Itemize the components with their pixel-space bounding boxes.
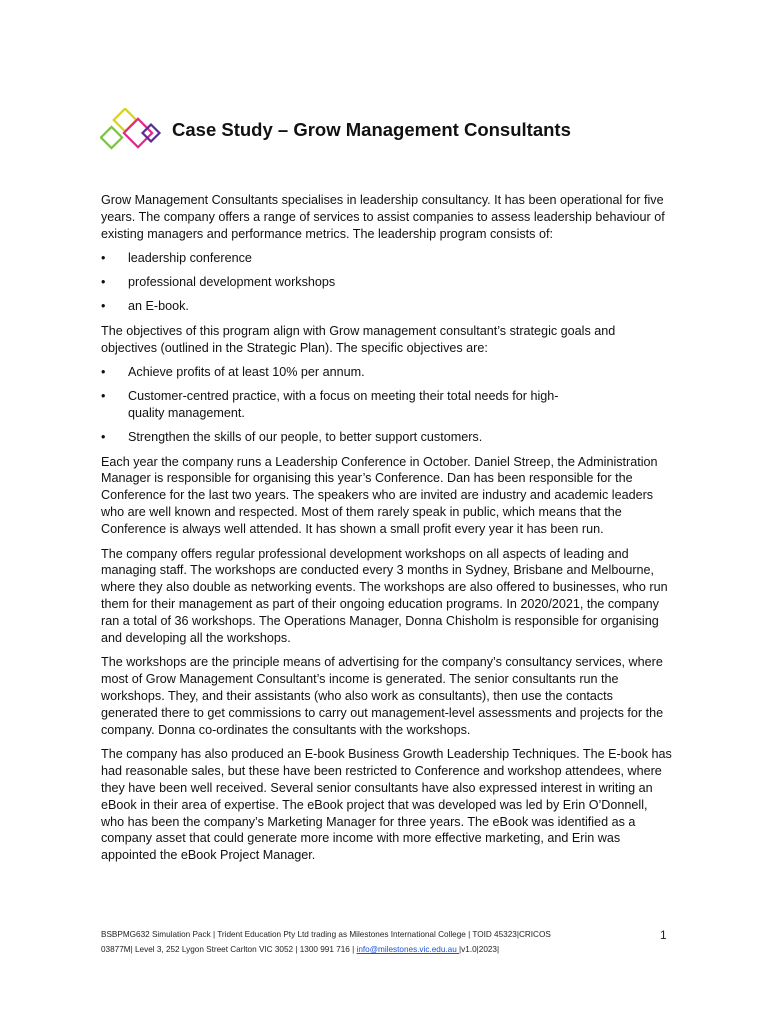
objectives-list: [101, 364, 673, 445]
list-item: • Customer-centred practice, with a focus on meeting their total needs for high-quality management.: [101, 389, 559, 420]
logo-square-yellow: [114, 109, 137, 132]
list-item: • an E-book.: [101, 298, 189, 313]
footer-line-2: 03877M| Level 3, 252 Lygon Street Carlton VIC 3052 | 1300 991 716 | info@milestones.vic.edu.au |v1.0|2023|: [101, 945, 500, 954]
logo-square-green: [101, 127, 122, 148]
footer-email-link[interactable]: info@milestones.vic.edu.au: [356, 945, 460, 954]
program-list: [101, 250, 673, 314]
diamond-squares-logo-icon: [100, 108, 164, 156]
list-item: • professional development workshops: [101, 275, 336, 290]
page-title: Case Study – Grow Management Consultants: [172, 119, 571, 140]
conference-paragraph: Each year the company runs a Leadership Conference in October. Daniel Streep, the Administration Manager is responsible for organising this year’s Conference. Dan has been responsible for the Conference for the last two years. The speakers who are invited are industry and academic leaders who are well known and respected. Most of them rarely speak in public, which means that the Conference is always well attended. It has shown a small profit every year it has been run.: [101, 454, 658, 536]
footer-line-1: BSBPMG632 Simulation Pack | Trident Education Pty Ltd trading as Milestones International College | TOID 45323|CRICOS: [101, 930, 551, 939]
bullet-icon: •: [101, 275, 106, 290]
bullet-icon: •: [101, 429, 106, 444]
advertising-paragraph: The workshops are the principle means of advertising for the company’s consultancy services, where most of Grow Management Consultant’s income is generated. The senior consultants run the workshops. They, and their assistants (who also work as consultants), then use the contacts generated there to get commissions to carry out management-level assessments and projects for the company. Donna co-ordinates the consultants with the workshops.: [101, 655, 664, 737]
list-item: • leadership conference: [101, 251, 252, 266]
bullet-icon: •: [101, 365, 106, 380]
bullet-icon: •: [101, 298, 106, 313]
list-item: • Strengthen the skills of our people, to better support customers.: [101, 429, 483, 444]
list-item: • Achieve profits of at least 10% per annum.: [101, 365, 365, 380]
bullet-icon: •: [101, 251, 106, 266]
ebook-paragraph: The company has also produced an E-book Business Growth Leadership Techniques. The E-book has had reasonable sales, but these have been restricted to Conference and workshop attendees, where they have been well received. Several senior consultants have also expressed interest in writing an eBook in their area of expertise. The eBook project that was developed was led by Erin O’Donnell, who has been the company’s Marketing Manager for three years. The eBook was identified as a company asset that could generate more income with more effective marketing, and Erin was appointed the eBook Project Manager.: [101, 747, 672, 863]
page-number: 1: [660, 928, 667, 942]
bullet-icon: •: [101, 389, 106, 404]
logo-square-magenta: [124, 119, 152, 147]
objectives-intro-paragraph: The objectives of this program align with Grow management consultant’s strategic goals and objectives (outlined in the Strategic Plan). The specific objectives are:: [101, 323, 616, 355]
page-footer: [101, 927, 621, 957]
intro-paragraph: Grow Management Consultants specialises in leadership consultancy. It has been operational for five years. The company offers a range of services to assist companies to assess leadership behaviour of existing managers and performance metrics. The leadership program consists of:: [101, 193, 665, 241]
workshops-paragraph: The company offers regular professional development workshops on all aspects of leading and managing staff. The workshops are conducted every 3 months in Sydney, Brisbane and Melbourne, where they also double as networking events. The workshops are also offered to businesses, who run them for their management as part of their ongoing education programs. In 2020/2021, the company ran a total of 36 workshops. The Operations Manager, Donna Chisholm is responsible for organising and developing all the workshops.: [101, 546, 668, 645]
document-body: [101, 192, 673, 872]
